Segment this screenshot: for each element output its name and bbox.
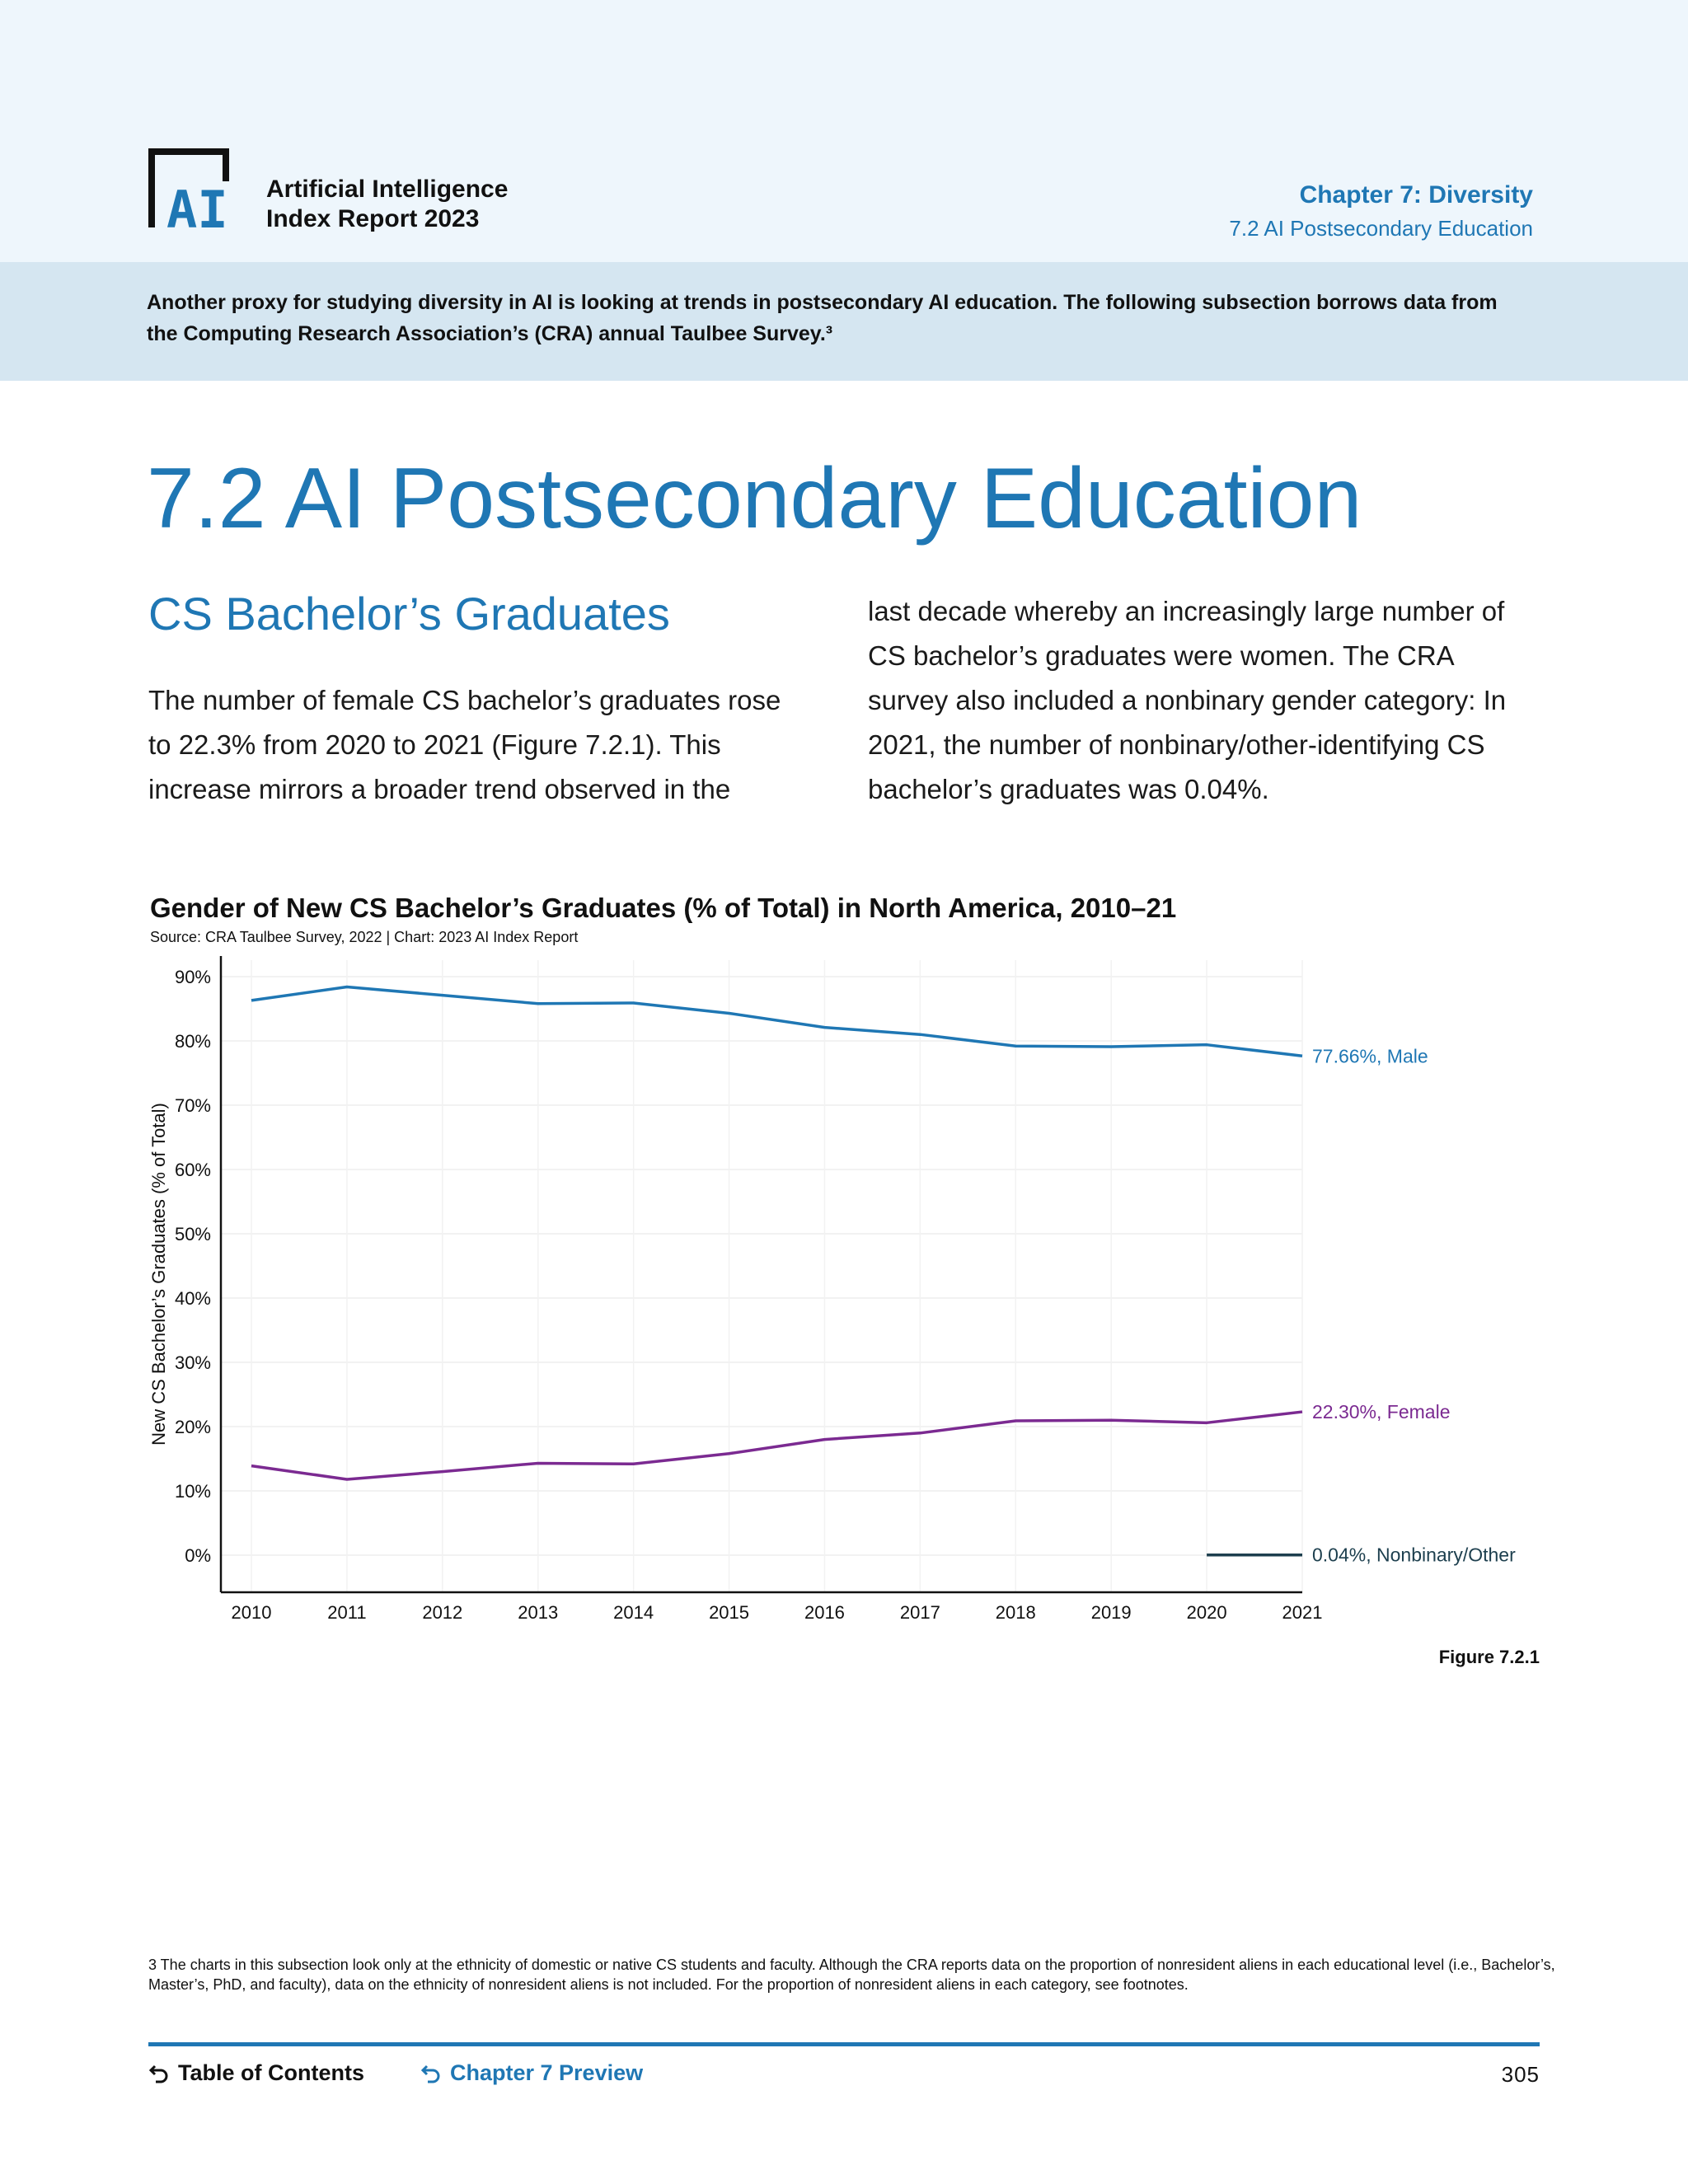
y-axis-title: New CS Bachelor’s Graduates (% of Total) — [148, 1103, 169, 1446]
series-line-female — [251, 1412, 1302, 1479]
report-title — [266, 175, 508, 234]
chart-title: Gender of New CS Bachelor’s Graduates (% of Total) in North America, 2010–21 — [150, 893, 1177, 923]
logo-text: AI — [166, 180, 228, 231]
x-tick-label: 2018 — [995, 1602, 1036, 1623]
y-tick-label: 30% — [174, 1352, 211, 1373]
table-of-contents-link[interactable] — [148, 2060, 364, 2086]
page-number: 305 — [1501, 2062, 1540, 2087]
y-tick-label: 70% — [174, 1095, 211, 1116]
y-tick-label: 60% — [174, 1160, 211, 1180]
y-tick-label: 90% — [174, 967, 211, 987]
x-tick-label: 2012 — [422, 1602, 463, 1623]
section-title: 7.2 AI Postsecondary Education — [147, 451, 1362, 546]
y-tick-label: 50% — [174, 1224, 211, 1244]
x-tick-label: 2010 — [231, 1602, 272, 1623]
x-tick-label: 2015 — [709, 1602, 750, 1623]
x-tick-label: 2016 — [804, 1602, 845, 1623]
footer-rule — [148, 2042, 1540, 2046]
y-tick-label: 0% — [185, 1545, 211, 1566]
chapter-title[interactable]: Chapter 7: Diversity — [1299, 181, 1533, 209]
chapter-subtitle[interactable]: 7.2 AI Postsecondary Education — [1229, 216, 1533, 241]
toc-label: Table of Contents — [178, 2060, 364, 2085]
chart-source: Source: CRA Taulbee Survey, 2022 | Chart: 2023 AI Index Report — [150, 929, 579, 945]
end-label-male: 77.66%, Male — [1312, 1045, 1428, 1067]
y-tick-label: 10% — [174, 1481, 211, 1502]
footnote: 3 The charts in this subsection look only at the ethnicity of domestic or native CS students and faculty. Although the CRA reports data on the proportion of nonresident aliens in each educational level (i.e., Bachelor’s, Master’s, PhD, and faculty), data on the ethnicity of nonresident aliens is not included. For the proportion of nonresident aliens in each category, see footnotes. — [148, 1957, 1555, 1993]
intro-text: Another proxy for studying diversity in AI is looking at trends in postsecondary AI education. The following subsection borrows data from the Computing Research Association’s (CRA) annual Taulbee Survey.³ — [147, 291, 1498, 345]
x-tick-label: 2021 — [1282, 1602, 1323, 1623]
line-chart — [0, 940, 1688, 1648]
body-text-left: The number of female CS bachelor’s graduates rose to 22.3% from 2020 to 2021 (Figure 7.2.1). This increase mirrors a broader trend observed in the — [148, 685, 781, 804]
return-arrow-icon — [420, 2063, 442, 2084]
report-title-line1: Artificial Intelligence — [266, 176, 509, 203]
series-line-male — [251, 987, 1302, 1056]
y-tick-label: 40% — [174, 1288, 211, 1309]
x-tick-label: 2011 — [327, 1602, 367, 1623]
x-tick-label: 2020 — [1186, 1602, 1227, 1623]
return-arrow-icon — [148, 2063, 170, 2084]
y-tick-label: 80% — [174, 1031, 211, 1052]
ai-index-logo — [148, 148, 239, 231]
sub-heading: CS Bachelor’s Graduates — [148, 588, 670, 640]
x-tick-label: 2014 — [613, 1602, 654, 1623]
x-tick-label: 2017 — [899, 1602, 940, 1623]
figure-label: Figure 7.2.1 — [1438, 1647, 1540, 1667]
body-text-right: last decade whereby an increasingly large number of CS bachelor’s graduates were women. The CRA survey also included a nonbinary gender category: In 2021, the number of nonbinary/other-identifying CS bachelor’s graduates was 0.04%. — [868, 596, 1507, 804]
chapter-preview-label: Chapter 7 Preview — [450, 2060, 644, 2085]
x-tick-label: 2013 — [518, 1602, 559, 1623]
y-tick-label: 20% — [174, 1417, 211, 1437]
end-label-nonbinary-other: 0.04%, Nonbinary/Other — [1312, 1544, 1516, 1566]
end-label-female: 22.30%, Female — [1312, 1401, 1451, 1423]
x-tick-label: 2019 — [1090, 1602, 1132, 1623]
report-title-line2: Index Report 2023 — [266, 205, 480, 232]
chapter-preview-link[interactable] — [420, 2060, 643, 2086]
